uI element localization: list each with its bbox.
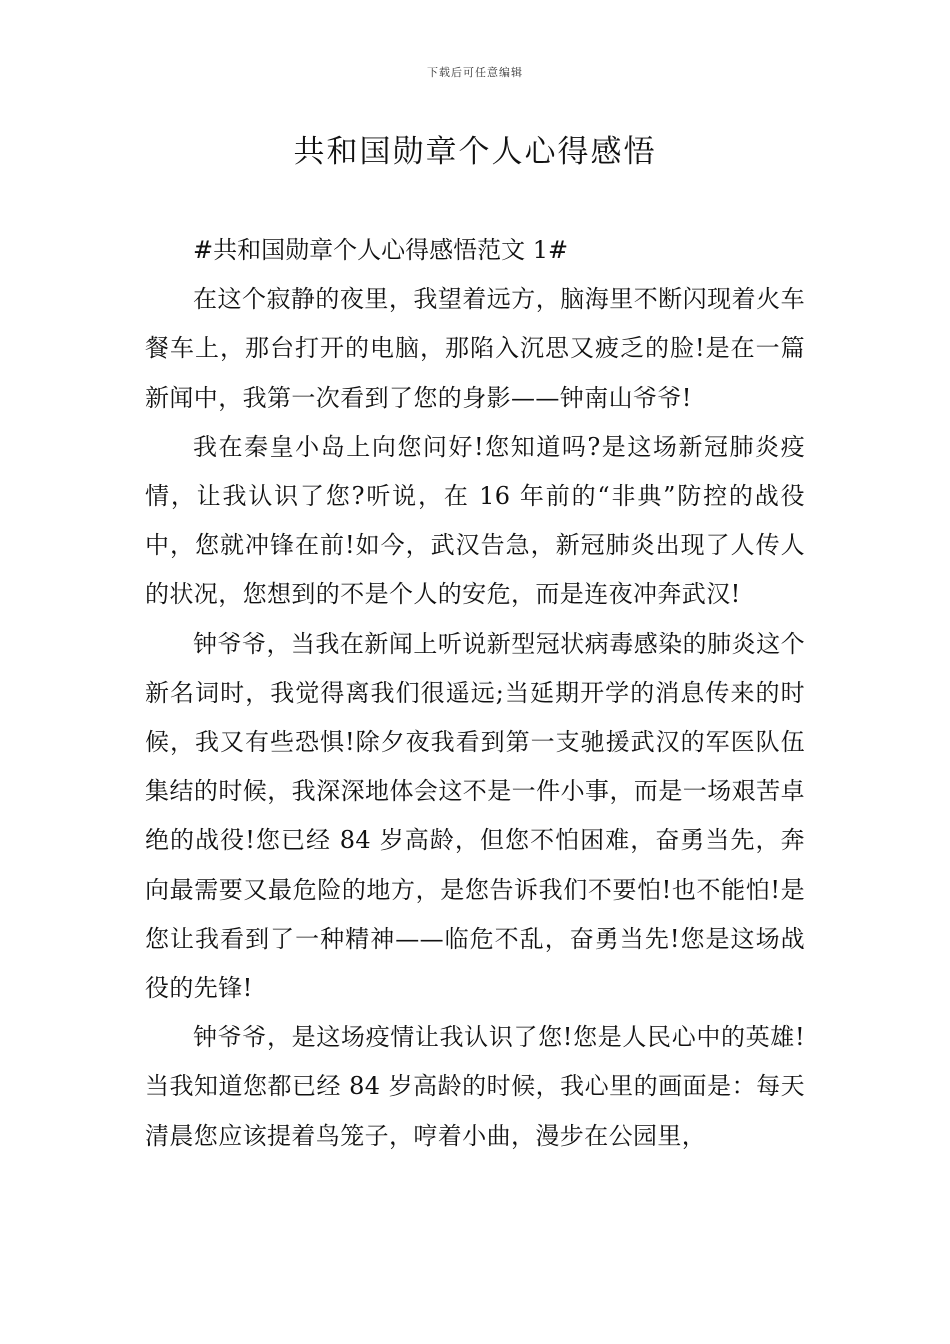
- paragraph-4: 钟爷爷，是这场疫情让我认识了您!您是人民心中的英雄!当我知道您都已经 84 岁高龄的时候，我心里的画面是：每天清晨您应该提着鸟笼子，哼着小曲，漫步在公园里，: [145, 1023, 805, 1150]
- section-heading: #共和国勋章个人心得感悟范文 1#: [193, 236, 569, 264]
- paragraph-3: 钟爷爷，当我在新闻上听说新型冠状病毒感染的肺炎这个新名词时，我觉得离我们很遥远;当延期开学的消息传来的时候，我又有些恐惧!除夕夜我看到第一支驰援武汉的军医队伍集结的时候，我深深地体会这不是一件小事，而是一场艰苦卓绝的战役!您已经 84 岁高龄，但您不怕困难，奋勇当先，奔向最需要又最危险的地方，是您告诉我们不要怕!也不能怕!是您让我看到了一种精神——临危不乱，奋勇当先!您是这场战役的先锋!: [145, 629, 805, 1003]
- document-title: 共和国勋章个人心得感悟: [293, 134, 657, 170]
- paragraph-1: 在这个寂静的夜里，我望着远方，脑海里不断闪现着火车餐车上，那台打开的电脑，那陷入沉思又疲乏的脸!是在一篇新闻中，我第一次看到了您的身影——钟南山爷爷!: [145, 285, 805, 412]
- paragraph-2: 我在秦皇小岛上向您问好!您知道吗?是这场新冠肺炎疫情，让我认识了您?听说，在 16 年前的“非典”防控的战役中，您就冲锋在前!如今，武汉告急，新冠肺炎出现了人传人的状况，您想到的不是个人的安危，而是连夜冲奔武汉!: [145, 432, 805, 609]
- document-body: [145, 226, 805, 1161]
- header-note: 下载后可任意编辑: [427, 66, 523, 79]
